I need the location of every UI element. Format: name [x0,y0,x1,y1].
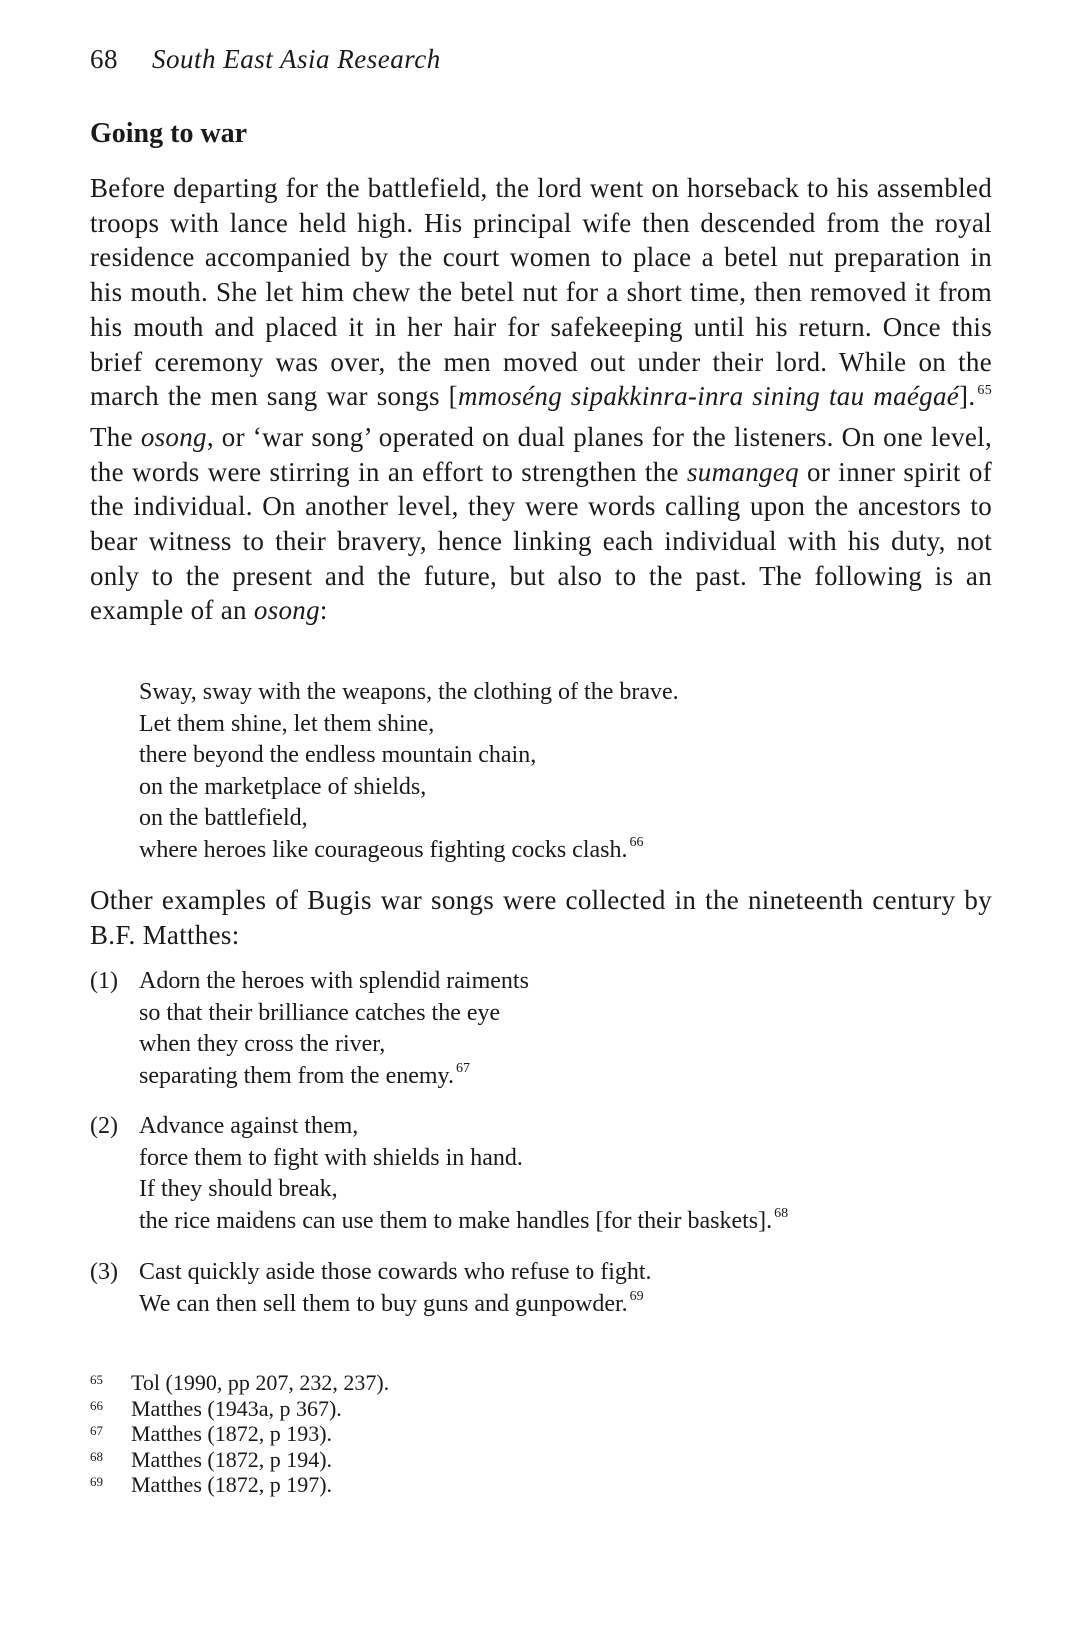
footnote-ref-68[interactable]: 68 [774,1205,789,1221]
verse-block-osong [139,677,679,870]
song-line: force them to fight with shields in hand. [139,1144,523,1171]
paragraph-text: or inner spirit of the individual. On another level, they were words calling upon the ancestors to bear witness to their bravery, hence linking each individual with his duty, not only to the present and the future, but also to the past. The following is an example of an [90,456,992,626]
section-heading: Going to war [90,118,248,149]
song-line-last [139,1061,1019,1096]
footnote-65 [90,1370,389,1396]
song-line-text: the rice maidens can use them to make handles [for their baskets]. [139,1207,773,1234]
song-lines [139,1257,1019,1323]
verse-line: there beyond the endless mountain chain, [139,742,537,769]
footnote-text: Matthes (1872, p 193). [131,1421,333,1447]
song-line-last [139,1206,1019,1241]
verse-line-text: where heroes like courageous fighting cocks clash. [139,836,628,863]
paragraph-text: : [319,595,328,626]
footnotes [90,1370,389,1498]
song-line: If they should break, [139,1176,338,1203]
verse-line: Let them shine, let them shine, [139,710,435,737]
footnote-68 [90,1447,389,1473]
paragraph-text: The [90,421,141,452]
song-line: Adorn the heroes with splendid raiments [139,968,529,994]
verse-line: on the battlefield, [139,805,308,832]
verse-line-last [139,835,679,870]
footnote-number: 66 [90,1397,103,1413]
song-lines [139,1111,1019,1240]
song-number: (1) [90,968,118,994]
song-line-last [139,1289,1019,1324]
song-lines [139,966,1019,1095]
footnote-66 [90,1396,389,1422]
verse-line: on the marketplace of shields, [139,773,427,800]
paragraph-text: ]. [959,381,976,412]
body-paragraph-2: Other examples of Bugis war songs were collected in the nineteenth century by B.F. Matthes: [90,885,992,950]
italic-term: sumangeq [686,456,799,487]
footnote-67 [90,1421,389,1447]
song-line: so that their brilliance catches the eye [139,999,501,1026]
paragraph-text: , or ‘war song’ operated on dual planes for the listeners. On one level, the words were stirring in an effort to strengthen the [90,421,993,487]
journal-title: South East Asia Research [152,44,441,74]
footnote-ref-67[interactable]: 67 [456,1060,470,1076]
song-line: when they cross the river, [139,1031,386,1058]
footnote-number: 69 [90,1474,103,1490]
italic-term: osong [253,595,320,626]
song-line: Cast quickly aside those cowards who refuse to fight. [139,1259,652,1285]
italic-term: mmoséng sipakkinra-inra sining tau maégaé [457,381,960,412]
song-number: (2) [90,1113,118,1139]
running-head [90,44,441,75]
footnote-ref-66[interactable]: 66 [629,834,644,850]
song-number: (3) [90,1259,118,1285]
song-line-text: We can then sell them to buy guns and gunpowder. [139,1290,628,1317]
footnote-number: 68 [90,1448,103,1464]
body-paragraph-1 [90,171,992,628]
italic-term: osong [140,421,207,452]
footnote-number: 67 [90,1423,103,1439]
paragraph-text: Before departing for the battlefield, the lord went on horseback to his assembled troops with lance held high. His principal wife then descended from the royal residence accompanied by the court women to place a betel nut preparation in his mouth. She let him chew the betel nut for a short time, then removed it from his mouth and placed it in her hair for safekeeping until his return. Once this brief ceremony was over, the men moved out under their lord. While on the march the men sang war songs [ [90,173,992,412]
verse-line: Sway, sway with the weapons, the clothing of the brave. [139,679,679,705]
song-line: Advance against them, [139,1113,359,1139]
footnote-text: Matthes (1872, p 194). [131,1446,333,1472]
page-number: 68 [90,44,118,74]
footnote-text: Tol (1990, pp 207, 232, 237). [131,1370,390,1395]
footnote-ref-69[interactable]: 69 [629,1288,644,1304]
footnote-text: Matthes (1943a, p 367). [131,1395,342,1421]
footnote-69 [90,1472,389,1498]
song-line-text: separating them from the enemy. [139,1062,454,1089]
footnote-number: 65 [90,1372,103,1387]
footnote-ref-65[interactable]: 65 [977,383,992,399]
footnote-text: Matthes (1872, p 197). [131,1472,333,1498]
